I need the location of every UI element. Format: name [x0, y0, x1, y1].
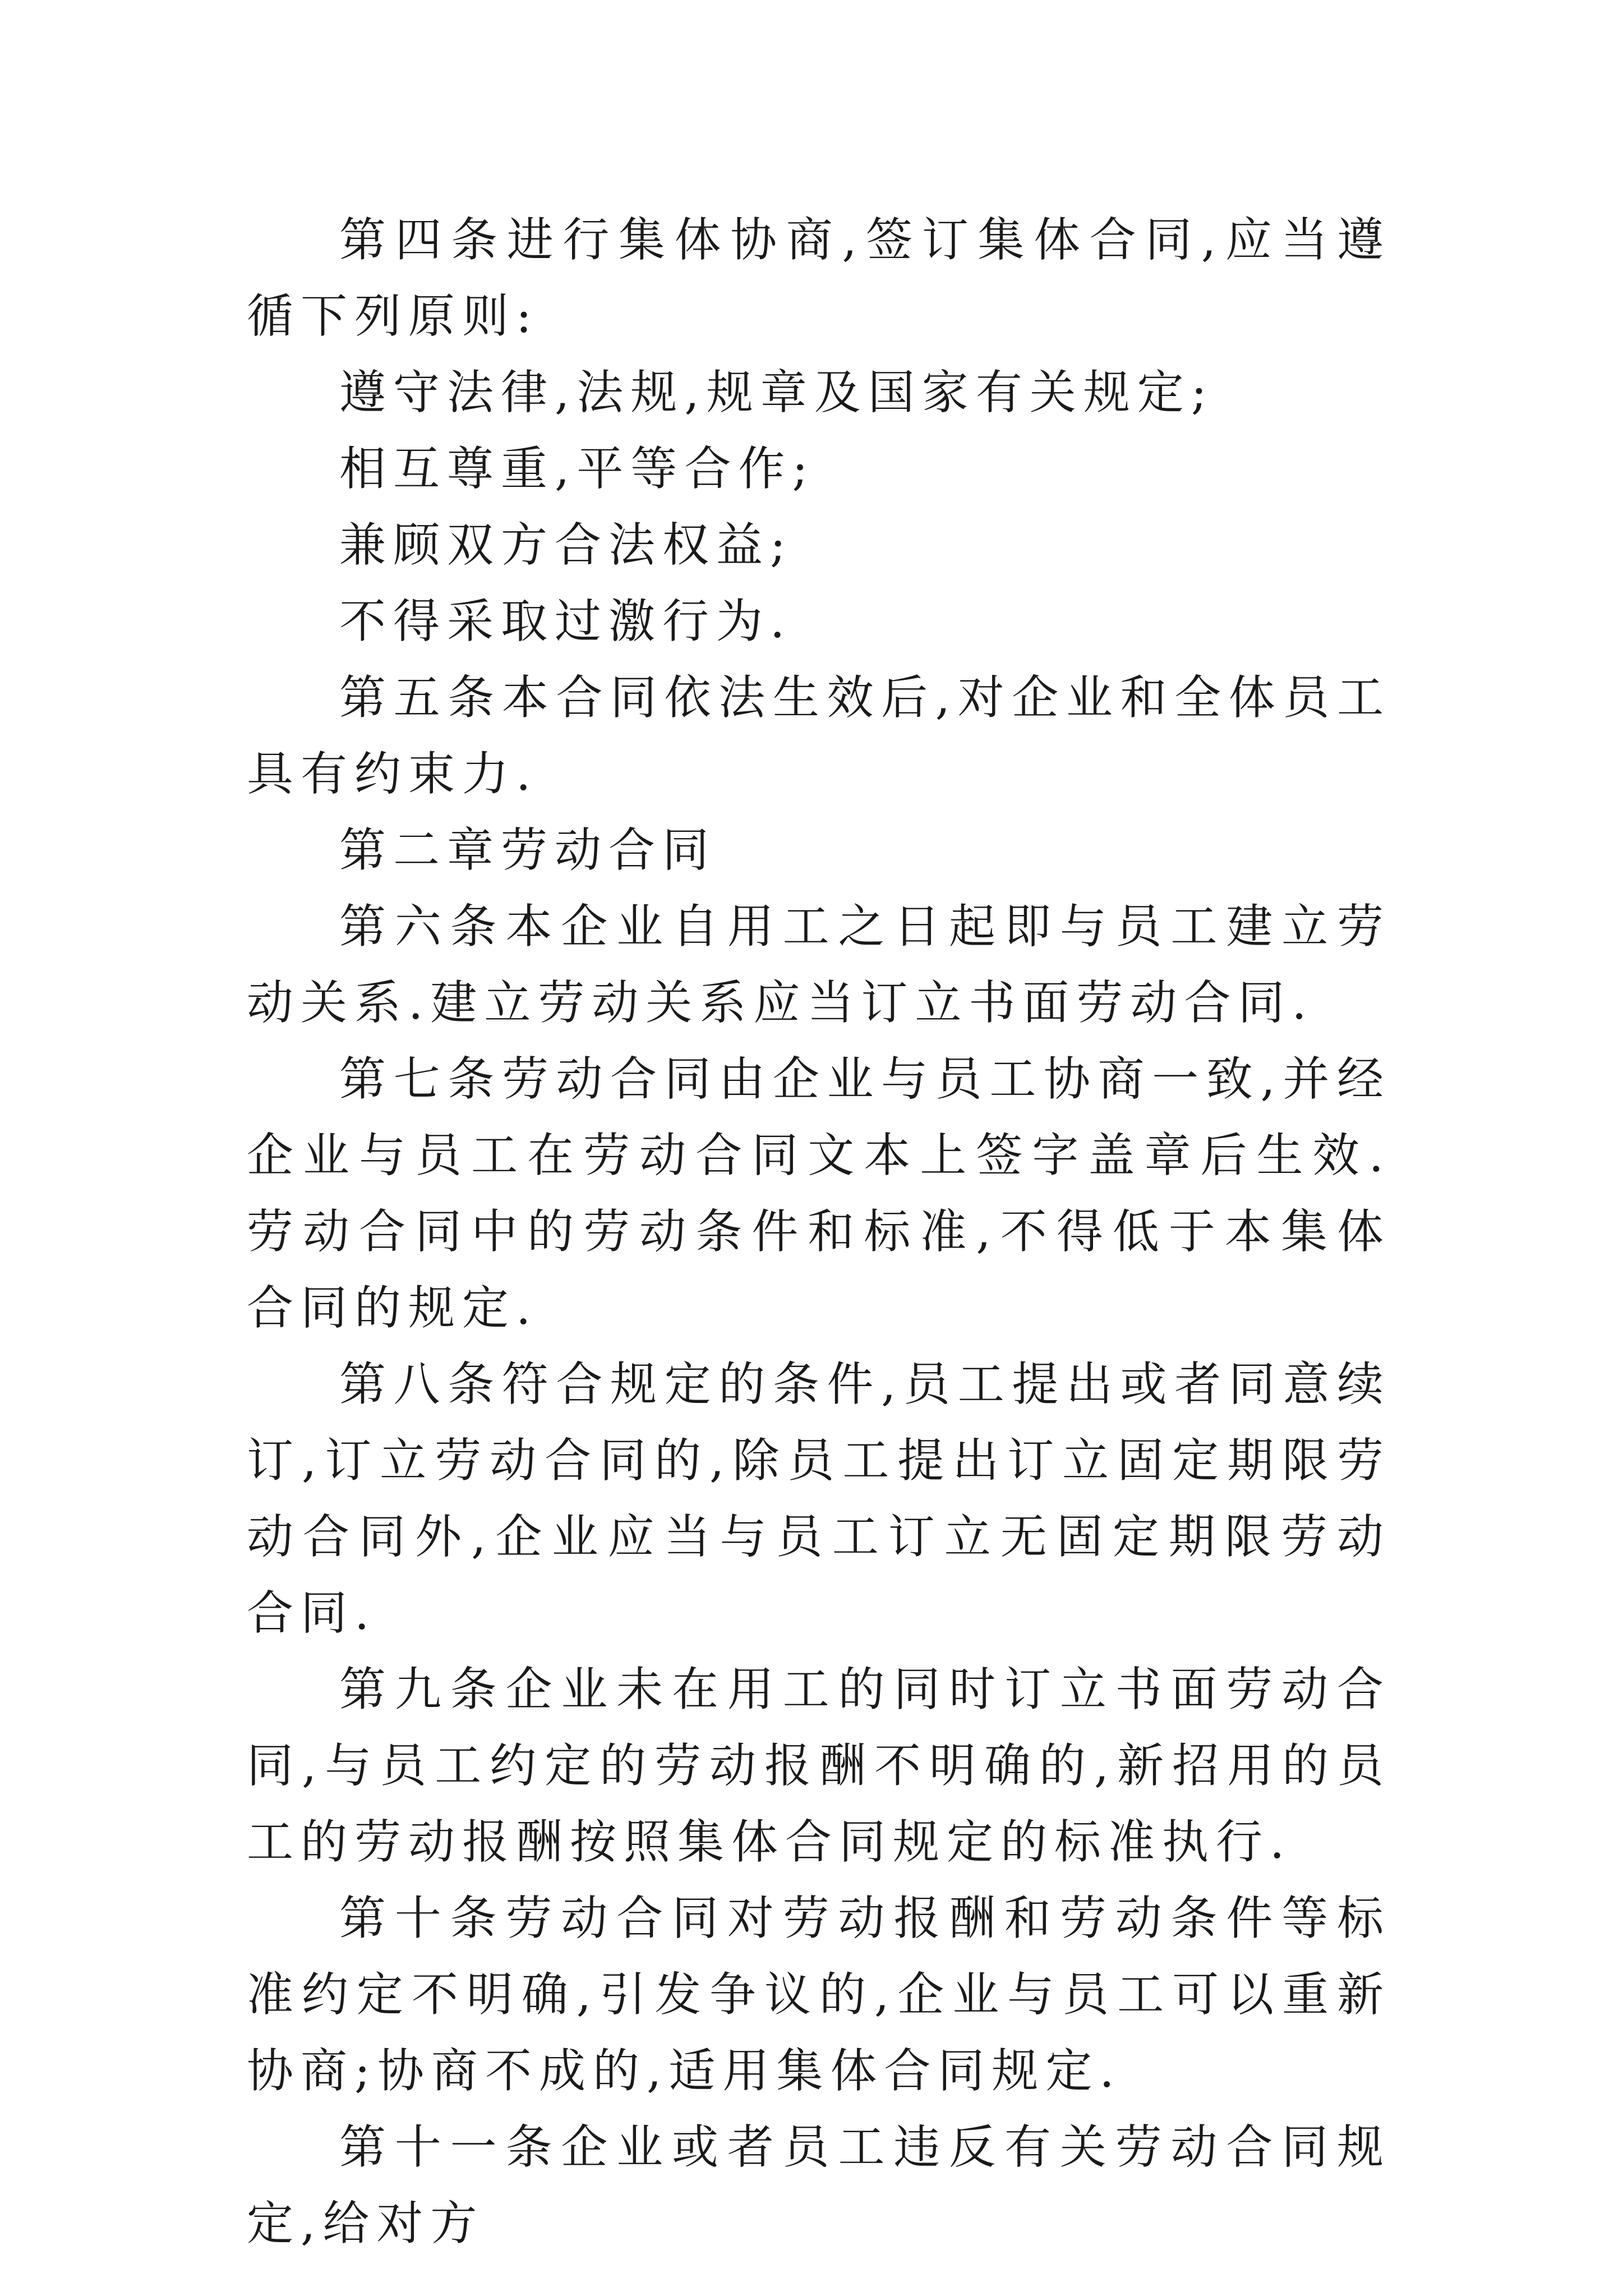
paragraph-article-8: 第八条符合规定的条件,员工提出或者同意续订,订立劳动合同的,除员工提出订立固定期限劳动合同外,企业应当与员工订立无固定期限劳动合同. [247, 1357, 1391, 1640]
paragraph-principle-3: 兼顾双方合法权益; [339, 518, 793, 572]
paragraph-article-9: 第九条企业未在用工的同时订立书面劳动合同,与员工约定的劳动报酬不明确的,新招用的员工的劳动报酬按照集体合同规定的标准执行. [247, 1662, 1391, 1869]
chapter-heading: 第二章劳动合同 [339, 823, 716, 877]
paragraph-article-10: 第十条劳动合同对劳动报酬和劳动条件等标准约定不明确,引发争议的,企业与员工可以重新协商;协商不成的,适用集体合同规定. [247, 1891, 1391, 2098]
paragraph-principle-1: 遵守法律,法规,规章及国家有关规定; [339, 365, 1214, 420]
paragraph-article-7: 第七条劳动合同由企业与员工协商一致,并经企业与员工在劳动合同文本上签字盖章后生效.劳动合同中的劳动条件和标准,不得低于本集体合同的规定. [247, 1052, 1391, 1335]
paragraph-article-6: 第六条本企业自用工之日起即与员工建立劳动关系.建立劳动关系应当订立书面劳动合同. [247, 899, 1391, 1030]
paragraph-principle-2: 相互尊重,平等合作; [339, 441, 815, 496]
paragraph-principle-4: 不得采取过激行为. [339, 594, 792, 648]
paragraph-article-4: 第四条进行集体协商,签订集体合同,应当遵循下列原则: [247, 213, 1391, 343]
paragraph-article-11: 第十一条企业或者员工违反有关劳动合同规定,给对方 [247, 2120, 1391, 2251]
paragraph-article-5: 第五条本合同依法生效后,对企业和全体员工具有约束力. [247, 670, 1391, 801]
document-body [247, 202, 1391, 2262]
